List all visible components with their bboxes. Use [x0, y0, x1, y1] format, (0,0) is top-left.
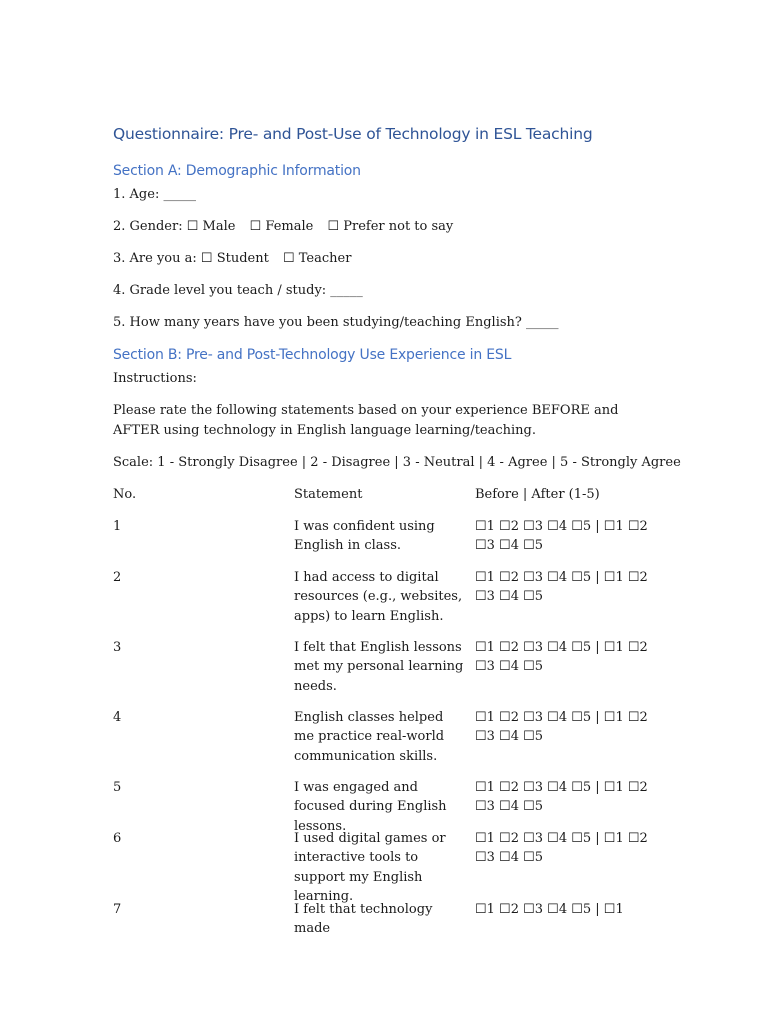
question-gender — [113, 217, 453, 236]
section-b-heading: Section B: Pre- and Post-Technology Use Experience in ESL — [113, 347, 512, 363]
role-option-teacher[interactable]: ☐ Teacher — [282, 251, 352, 266]
rating-scale: Scale: 1 - Strongly Disagree | 2 - Disagree | 3 - Neutral | 4 - Agree | 5 - Strongly Agree — [113, 455, 681, 470]
row-number: 6 — [113, 831, 122, 846]
question-years-english: 5. How many years have you been studying/teaching English? _____ — [113, 315, 559, 330]
row-statement: I was engaged and focused during English lessons. — [294, 780, 447, 834]
row-rating-checkboxes[interactable]: ☐1 ☐2 ☐3 ☐4 ☐5 | ☐1 — [475, 902, 624, 917]
row-number: 1 — [113, 519, 122, 534]
role-option-student[interactable]: ☐ Student — [200, 251, 269, 266]
row-number: 4 — [113, 710, 122, 725]
section-a-heading: Section A: Demographic Information — [113, 163, 361, 179]
gender-option-prefer-not-to-say[interactable]: ☐ Prefer not to say — [327, 219, 454, 234]
header-rating: Before | After (1-5) — [475, 487, 600, 502]
question-grade-level: 4. Grade level you teach / study: _____ — [113, 283, 363, 298]
row-statement: I felt that technology made — [294, 902, 433, 937]
row-rating-checkboxes[interactable]: ☐1 ☐2 ☐3 ☐4 ☐5 | ☐1 ☐2 ☐3 ☐4 ☐5 — [475, 780, 648, 815]
row-rating-checkboxes[interactable]: ☐1 ☐2 ☐3 ☐4 ☐5 | ☐1 ☐2 ☐3 ☐4 ☐5 — [475, 570, 648, 605]
row-rating-checkboxes[interactable]: ☐1 ☐2 ☐3 ☐4 ☐5 | ☐1 ☐2 ☐3 ☐4 ☐5 — [475, 640, 648, 675]
row-rating-checkboxes[interactable]: ☐1 ☐2 ☐3 ☐4 ☐5 | ☐1 ☐2 ☐3 ☐4 ☐5 — [475, 710, 648, 745]
row-rating-checkboxes[interactable]: ☐1 ☐2 ☐3 ☐4 ☐5 | ☐1 ☐2 ☐3 ☐4 ☐5 — [475, 831, 648, 866]
row-number: 7 — [113, 902, 122, 917]
question-role-label: 3. Are you a: — [113, 251, 197, 266]
question-age: 1. Age: _____ — [113, 187, 196, 202]
row-rating-checkboxes[interactable]: ☐1 ☐2 ☐3 ☐4 ☐5 | ☐1 ☐2 ☐3 ☐4 ☐5 — [475, 519, 648, 554]
instructions-text: Please rate the following statements based on your experience BEFORE and AFTER using technology in English language learning/teaching. — [113, 403, 619, 438]
question-role — [113, 249, 351, 268]
gender-option-female[interactable]: ☐ Female — [249, 219, 314, 234]
questionnaire-title: Questionnaire: Pre- and Post-Use of Technology in ESL Teaching — [113, 125, 593, 143]
gender-option-male[interactable]: ☐ Male — [186, 219, 236, 234]
instructions-label: Instructions: — [113, 371, 197, 386]
row-statement: I had access to digital resources (e.g., websites, apps) to learn English. — [294, 570, 463, 624]
header-no: No. — [113, 487, 137, 502]
header-statement: Statement — [294, 487, 363, 502]
question-gender-label: 2. Gender: — [113, 219, 183, 234]
row-statement: English classes helped me practice real-world communication skills. — [294, 710, 445, 764]
row-statement: I was confident using English in class. — [294, 519, 435, 554]
row-number: 5 — [113, 780, 122, 795]
row-number: 3 — [113, 640, 122, 655]
row-number: 2 — [113, 570, 122, 585]
row-statement: I used digital games or interactive tools to support my English learning. — [294, 831, 446, 904]
row-statement: I felt that English lessons met my personal learning needs. — [294, 640, 464, 694]
